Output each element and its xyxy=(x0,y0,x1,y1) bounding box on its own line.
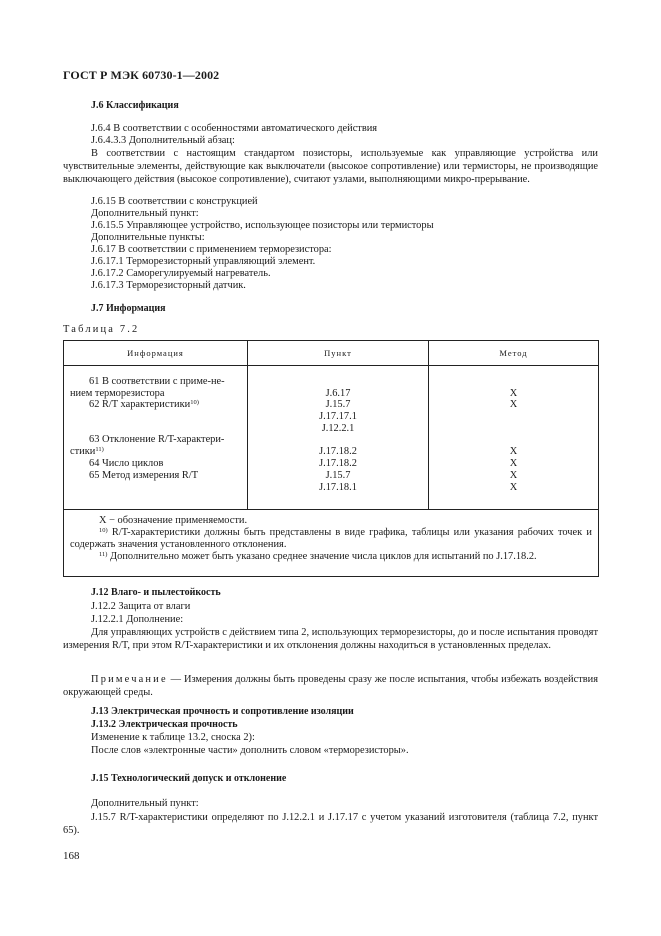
section-heading-j13: J.13 Электрическая прочность и сопротивление изоляции xyxy=(91,706,354,717)
footnote-ref: 11) xyxy=(95,446,104,453)
table-cell-info: 64 Число циклов xyxy=(89,458,164,469)
text-line: J.6.17.2 Саморегулируемый нагреватель. xyxy=(91,268,271,279)
column-header-info: Информация xyxy=(127,348,184,358)
table-cell-punkt: J.17.18.2 xyxy=(319,458,357,469)
table-cell-method: X xyxy=(509,399,518,410)
document-header: ГОСТ Р МЭК 60730-1—2002 xyxy=(63,68,220,82)
table-cell-method: X xyxy=(509,470,518,481)
text-line: J.6.15.5 Управляющее устройство, использующее позисторы или термисторы xyxy=(91,220,434,231)
section-heading-j6: J.6 Классификация xyxy=(91,100,179,111)
column-header-method: Метод xyxy=(499,348,528,358)
table-cell-info: нием терморезистора xyxy=(70,388,165,399)
page-number: 168 xyxy=(63,850,80,862)
table-caption: Таблица 7.2 xyxy=(63,324,140,335)
table-cell-punkt: J.15.7 xyxy=(325,470,351,481)
note-label: Примечание xyxy=(91,674,168,685)
text-line: J.6.4 В соответствии с особенностями автоматического действия xyxy=(91,123,378,134)
table-cell-method: X xyxy=(509,388,518,399)
table-cell-method: X xyxy=(509,446,518,457)
paragraph: J.15.7 R/T-характеристики определяют по J.12.2.1 и J.17.17 с учетом указаний изготовителя (таблица 7.2, пункт 65). xyxy=(63,812,598,836)
text-line: J.12.2.1 Дополнение: xyxy=(91,614,184,625)
text-line: Дополнительные пункты: xyxy=(91,232,205,243)
table-cell-punkt: J.17.18.1 xyxy=(319,482,357,493)
table-cell-punkt: J.6.17 xyxy=(325,388,351,399)
table-note-x: X − обозначение применяемости. xyxy=(99,515,248,526)
table-footnote-10: $^{10)}$ R/T-характеристики должны быть представлены в виде графика, таблицы или указания рабочих точек и содержать значения установленного отклонения. xyxy=(70,527,592,550)
section-heading-j7: J.7 Информация xyxy=(91,303,166,314)
text-line: Дополнительный пункт: xyxy=(91,208,199,219)
text-line: J.6.4.3.3 Дополнительный абзац: xyxy=(91,135,235,146)
table-footnote-11: $^{11)}$ Дополнительно может быть указано среднее значение числа циклов для испытаний по J.17.18.2. xyxy=(99,551,537,562)
text-line: J.6.17.1 Терморезисторный управляющий элемент. xyxy=(91,256,316,267)
table-cell-info: 63 Отклонение R/T-характери- xyxy=(89,434,225,445)
table-cell-info: стики$^{11)}$ xyxy=(70,446,104,457)
column-header-punkt: Пункт xyxy=(324,348,352,358)
text-line: J.6.15 В соответствии с конструкцией xyxy=(91,196,258,207)
table-cell-punkt: J.12.2.1 xyxy=(321,423,355,434)
text-line: После слов «электронные части» дополнить словом «терморезисторы». xyxy=(91,745,409,756)
text-line: J.12.2 Защита от влаги xyxy=(91,601,191,612)
text-line: Изменение к таблице 13.2, сноска 2): xyxy=(91,732,255,743)
table-cell-punkt: J.17.17.1 xyxy=(319,411,357,422)
text-line: J.6.17.3 Терморезисторный датчик. xyxy=(91,280,246,291)
footnote-ref: 10) xyxy=(190,399,199,406)
section-heading-j12: J.12 Влаго- и пылестойкость xyxy=(91,587,221,598)
table-cell-method: X xyxy=(509,458,518,469)
section-heading-j15: J.15 Технологический допуск и отклонение xyxy=(91,773,287,784)
text-line: Дополнительный пункт: xyxy=(91,798,199,809)
note-paragraph: Примечание — Измерения должны быть проведены сразу же после испытания, чтобы избежать воздействия окружающей среды. xyxy=(63,674,598,698)
paragraph: В соответствии с настоящим стандартом позисторы, используемые как управляющие устройства или чувствительные элементы, действующие как выключатели (высокое сопротивление) или термисторы, не производящие выключающего действия (высокое сопротивление), считают узлами, выполняющими микро-прерывание. xyxy=(63,148,598,185)
table-cell-method: X xyxy=(509,482,518,493)
table-cell-info: 65 Метод измерения R/T xyxy=(89,470,199,481)
table-cell-info: 62 R/T характеристики$^{10)}$ xyxy=(89,399,199,410)
paragraph: Для управляющих устройств с действием типа 2, использующих терморезисторы, до и после испытания проводят измерения R/T, при этом R/T-характеристики и их отклонения должны находиться в установленных пределах. xyxy=(63,627,598,651)
table-cell-punkt: J.17.18.2 xyxy=(319,446,357,457)
table-cell-info: 61 В соответствии с приме-нe- xyxy=(89,376,225,387)
table-cell-punkt: J.15.7 xyxy=(325,399,351,410)
subsection-heading-j13-2: J.13.2 Электрическая прочность xyxy=(91,719,238,730)
text-line: J.6.17 В соответствии с применением терморезистора: xyxy=(91,244,332,255)
info-table xyxy=(63,340,599,577)
